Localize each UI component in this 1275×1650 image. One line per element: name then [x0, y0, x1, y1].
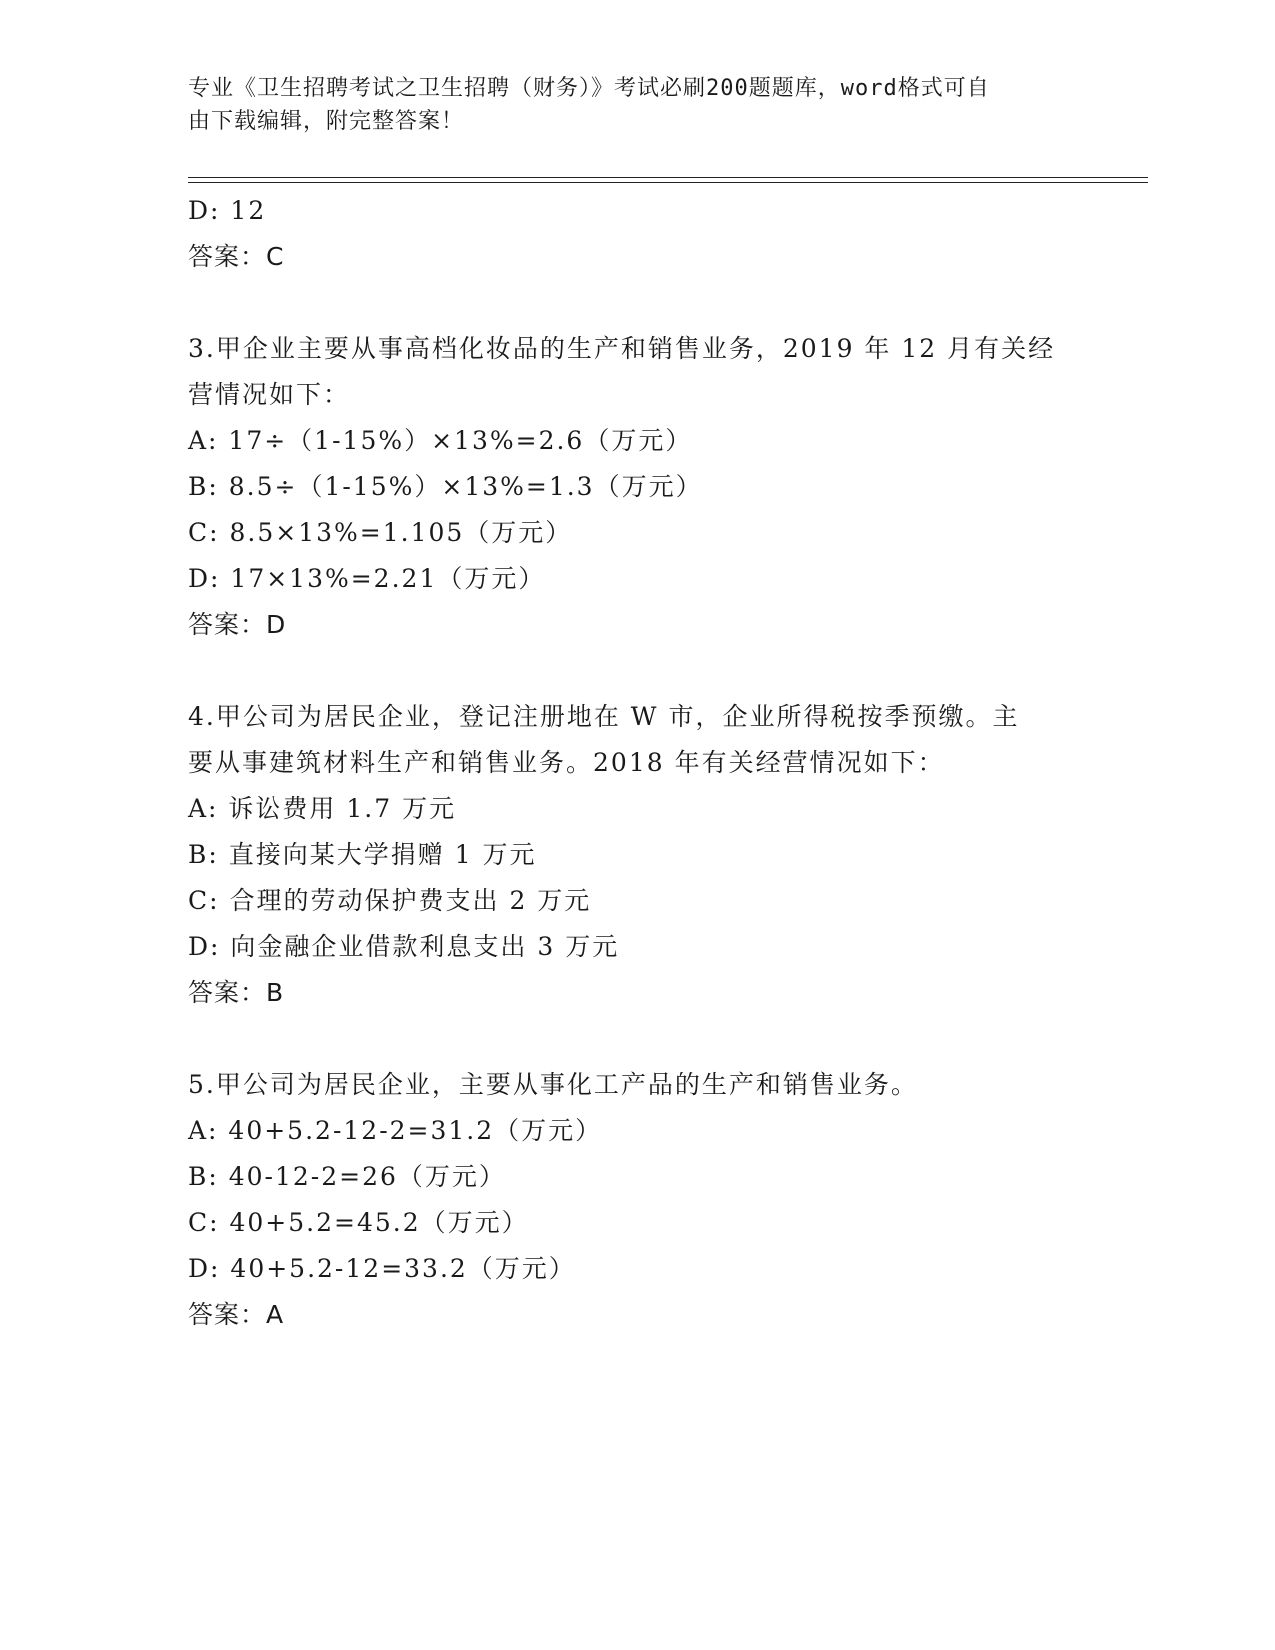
question-stem-line-1: 4.甲公司为居民企业，登记注册地在 W 市，企业所得税按季预缴。主 [188, 702, 1020, 731]
answer-line: 答案：A [188, 1300, 285, 1329]
question-stem-line-2: 营情况如下： [188, 380, 351, 409]
question-stem [188, 1062, 1068, 1108]
answer-line: 答案：D [188, 610, 287, 639]
option-d: D: 40+5.2-12=33.2（万元） [188, 1254, 576, 1283]
previous-question-tail [188, 188, 1088, 280]
option-a: A: 17÷（1-15%）×13%=2.6（万元） [188, 426, 693, 455]
header-line-1: 专业《卫生招聘考试之卫生招聘（财务）》考试必刷200题题库，word格式可自 [188, 76, 990, 101]
question-4 [188, 694, 1088, 1016]
question-stem-line-2: 要从事建筑材料生产和销售业务。2018 年有关经营情况如下： [188, 748, 945, 777]
option-a: A: 40+5.2-12-2=31.2（万元） [188, 1116, 603, 1145]
question-3 [188, 326, 1088, 648]
option-c: C: 40+5.2=45.2（万元） [188, 1208, 529, 1237]
header-divider-top [188, 177, 1148, 178]
option-d: D: 向金融企业借款利息支出 3 万元 [188, 932, 620, 961]
option-c: C: 合理的劳动保护费支出 2 万元 [188, 886, 592, 915]
option-d: D: 17×13%=2.21（万元） [188, 564, 546, 593]
header-divider-bottom [188, 182, 1148, 183]
answer-line: 答案：C [188, 242, 285, 271]
question-content [188, 188, 1088, 1384]
option-b: B: 直接向某大学捐赠 1 万元 [188, 840, 537, 869]
option-a: A: 诉讼费用 1.7 万元 [188, 794, 457, 823]
answer-line: 答案：B [188, 978, 285, 1007]
header-line-2: 由下载编辑，附完整答案！ [188, 109, 465, 134]
option-c: C: 8.5×13%=1.105（万元） [188, 518, 573, 547]
question-stem [188, 326, 1068, 418]
question-stem-line-1: 5.甲公司为居民企业，主要从事化工产品的生产和销售业务。 [188, 1070, 918, 1099]
question-stem-line-1: 3.甲企业主要从事高档化妆品的生产和销售业务，2019 年 12 月有关经 [188, 334, 1056, 363]
option-b: B: 40-12-2=26（万元） [188, 1162, 506, 1191]
question-stem [188, 694, 1068, 786]
option-b: B: 8.5÷（1-15%）×13%=1.3（万元） [188, 472, 703, 501]
option-d: D: 12 [188, 196, 267, 225]
document-header [188, 72, 1068, 138]
question-5 [188, 1062, 1088, 1338]
